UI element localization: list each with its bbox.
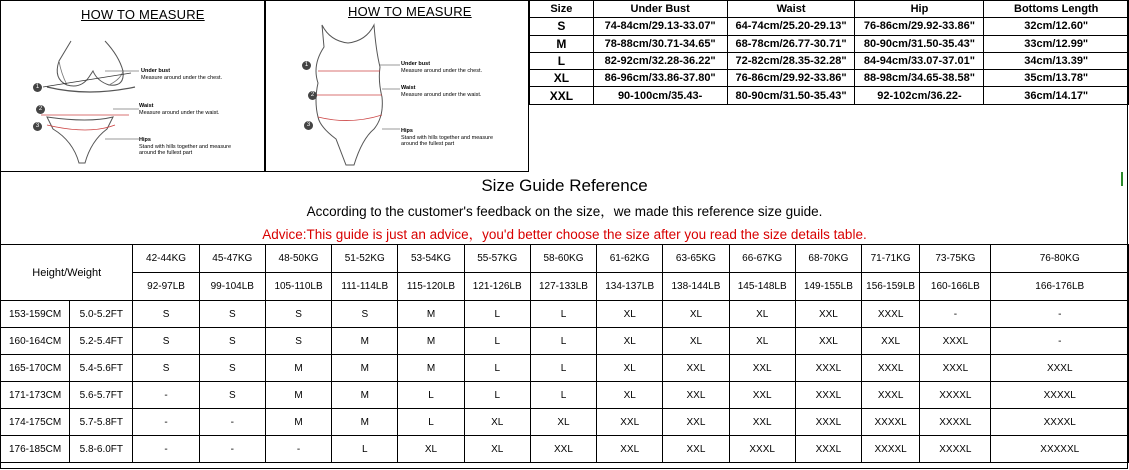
weight-lb-header: 127-133LB <box>530 273 596 301</box>
hips-note <box>139 137 231 157</box>
recommended-size-cell: XXL <box>729 355 795 382</box>
recommended-size-cell: XL <box>398 436 464 463</box>
recommended-size-cell: XXL <box>795 328 861 355</box>
recommended-size-cell: XXXL <box>795 409 861 436</box>
recommended-size-cell: XXL <box>862 328 920 355</box>
under-bust-label: Under bust <box>141 68 171 74</box>
weight-kg-header: 42-44KG <box>133 245 199 273</box>
hips-desc-2: around the fullest part <box>139 150 193 156</box>
recommended-size-cell: M <box>332 382 398 409</box>
recommended-size-cell: L <box>464 301 530 328</box>
guide-kg-row <box>1 245 1129 273</box>
marker-2: 2 <box>308 91 317 100</box>
weight-kg-header: 55-57KG <box>464 245 530 273</box>
under-bust-note <box>141 68 222 81</box>
size-value-cell: 32cm/12.60" <box>984 18 1129 35</box>
recommended-size-cell: - <box>991 301 1129 328</box>
hips-label: Hips <box>139 137 151 143</box>
hips-desc-1: Stand with hills together and measure <box>139 143 232 150</box>
recommended-size-cell: M <box>398 328 464 355</box>
marker-2: 2 <box>36 105 45 114</box>
recommended-size-cell: M <box>332 355 398 382</box>
recommended-size-cell: XXL <box>663 409 729 436</box>
size-guide-table <box>0 244 1129 463</box>
weight-lb-header: 145-148LB <box>729 273 795 301</box>
recommended-size-cell: M <box>265 355 331 382</box>
hips-label: Hips <box>401 128 413 134</box>
recommended-size-cell: M <box>398 301 464 328</box>
weight-lb-header: 138-144LB <box>663 273 729 301</box>
recommended-size-cell: S <box>265 301 331 328</box>
marker-1: 1 <box>33 83 42 92</box>
recommended-size-cell: XXXXL <box>991 382 1129 409</box>
marker-1: 1 <box>302 61 311 70</box>
recommended-size-cell: XXXL <box>729 436 795 463</box>
size-value-cell: 35cm/13.78" <box>984 70 1129 87</box>
recommended-size-cell: XXXXL <box>862 409 920 436</box>
guide-heading <box>0 172 1129 243</box>
guide-height-row <box>1 409 1129 436</box>
size-value-cell: 76-86cm/29.92-33.86" <box>855 18 984 35</box>
size-label-cell: M <box>530 35 594 52</box>
recommended-size-cell: - <box>920 301 991 328</box>
waist-label: Waist <box>401 85 416 91</box>
recommended-size-cell: S <box>133 301 199 328</box>
recommended-size-cell: XXXL <box>991 355 1129 382</box>
size-table <box>529 0 1129 105</box>
recommended-size-cell: XXXL <box>862 382 920 409</box>
recommended-size-cell: S <box>199 301 265 328</box>
height-cm-cell: 171-173CM <box>1 382 70 409</box>
weight-lb-header: 156-159LB <box>862 273 920 301</box>
weight-lb-header: 134-137LB <box>597 273 663 301</box>
weight-kg-header: 66-67KG <box>729 245 795 273</box>
size-table-row <box>530 35 1129 52</box>
under-bust-desc: Measure around under the chest. <box>401 67 483 74</box>
recommended-size-cell: L <box>530 382 596 409</box>
recommended-size-cell: XXXL <box>862 355 920 382</box>
recommended-size-cell: XXL <box>729 409 795 436</box>
weight-lb-header: 115-120LB <box>398 273 464 301</box>
recommended-size-cell: L <box>530 301 596 328</box>
height-ft-cell: 5.0-5.2FT <box>70 301 133 328</box>
guide-height-row <box>1 436 1129 463</box>
recommended-size-cell: - <box>991 328 1129 355</box>
recommended-size-cell: S <box>199 382 265 409</box>
size-value-cell: 68-78cm/26.77-30.71" <box>727 35 855 52</box>
recommended-size-cell: L <box>530 355 596 382</box>
hips-note <box>401 128 493 148</box>
waist-desc: Measure around under the waist. <box>401 91 482 98</box>
recommended-size-cell: - <box>133 436 199 463</box>
marker-3: 3 <box>33 122 42 131</box>
weight-kg-header: 71-71KG <box>862 245 920 273</box>
weight-lb-header: 149-155LB <box>795 273 861 301</box>
weight-lb-header: 105-110LB <box>265 273 331 301</box>
recommended-size-cell: M <box>398 355 464 382</box>
size-table-header-cell: Bottoms Length <box>984 1 1129 18</box>
under-bust-desc: Measure around under the chest. <box>141 74 223 81</box>
recommended-size-cell: XXXL <box>795 355 861 382</box>
recommended-size-cell: XXL <box>795 301 861 328</box>
size-table-header-cell: Under Bust <box>593 1 727 18</box>
recommended-size-cell: - <box>199 436 265 463</box>
recommended-size-cell: S <box>332 301 398 328</box>
recommended-size-cell: XXL <box>530 436 596 463</box>
size-value-cell: 90-100cm/35.43- <box>593 87 727 104</box>
height-weight-corner: Height/Weight <box>1 245 133 301</box>
size-label-cell: S <box>530 18 594 35</box>
guide-advice: Advice:This guide is just an advice，you'd better choose the size after you read the size details table. <box>262 227 867 242</box>
height-cm-cell: 176-185CM <box>1 436 70 463</box>
recommended-size-cell: XXXL <box>920 328 991 355</box>
weight-kg-header: 73-75KG <box>920 245 991 273</box>
recommended-size-cell: XL <box>597 301 663 328</box>
height-cm-cell: 165-170CM <box>1 355 70 382</box>
recommended-size-cell: XXL <box>597 409 663 436</box>
guide-height-row <box>1 355 1129 382</box>
waist-label: Waist <box>139 103 154 109</box>
size-value-cell: 76-86cm/29.92-33.86" <box>727 70 855 87</box>
weight-lb-header: 92-97LB <box>133 273 199 301</box>
recommended-size-cell: XXXXXL <box>991 436 1129 463</box>
waist-desc: Measure around under the waist. <box>139 109 220 116</box>
size-label-cell: XL <box>530 70 594 87</box>
waist-note <box>401 85 481 98</box>
panel-title: HOW TO MEASURE <box>81 7 205 22</box>
recommended-size-cell: XL <box>464 436 530 463</box>
size-table-header-cell: Size <box>530 1 594 18</box>
height-cm-cell: 160-164CM <box>1 328 70 355</box>
size-value-cell: 34cm/13.39" <box>984 52 1129 69</box>
recommended-size-cell: XL <box>663 301 729 328</box>
hips-desc-1: Stand with hills together and measure <box>401 134 494 141</box>
weight-lb-header: 99-104LB <box>199 273 265 301</box>
recommended-size-cell: L <box>464 355 530 382</box>
guide-subtitle: According to the customer's feedback on the size，we made this reference size guide. <box>306 204 823 219</box>
recommended-size-cell: XXXXL <box>862 436 920 463</box>
size-value-cell: 74-84cm/29.13-33.07" <box>593 18 727 35</box>
under-bust-label: Under bust <box>401 61 431 67</box>
recommended-size-cell: L <box>530 328 596 355</box>
waist-note <box>139 103 219 116</box>
how-to-measure-onepiece-panel <box>265 0 529 172</box>
hips-desc-2: around the fullest part <box>401 141 455 147</box>
size-value-cell: 86-96cm/33.86-37.80" <box>593 70 727 87</box>
recommended-size-cell: M <box>332 409 398 436</box>
recommended-size-cell: XXXXL <box>920 382 991 409</box>
size-value-cell: 92-102cm/36.22- <box>855 87 984 104</box>
recommended-size-cell: XXL <box>663 436 729 463</box>
size-table-header-row <box>530 1 1129 18</box>
recommended-size-cell: XL <box>597 355 663 382</box>
recommended-size-cell: XXXL <box>862 301 920 328</box>
recommended-size-cell: M <box>332 328 398 355</box>
weight-lb-header: 166-176LB <box>991 273 1129 301</box>
guide-height-row <box>1 382 1129 409</box>
weight-kg-header: 58-60KG <box>530 245 596 273</box>
recommended-size-cell: XL <box>729 328 795 355</box>
recommended-size-cell: XXL <box>663 382 729 409</box>
size-value-cell: 33cm/12.99" <box>984 35 1129 52</box>
recommended-size-cell: XXL <box>597 436 663 463</box>
size-value-cell: 84-94cm/33.07-37.01" <box>855 52 984 69</box>
recommended-size-cell: S <box>199 328 265 355</box>
recommended-size-cell: XL <box>663 328 729 355</box>
size-label-cell: XXL <box>530 87 594 104</box>
recommended-size-cell: - <box>199 409 265 436</box>
how-to-measure-bikini-panel <box>0 0 265 172</box>
recommended-size-cell: S <box>133 328 199 355</box>
recommended-size-cell: L <box>464 328 530 355</box>
weight-kg-header: 63-65KG <box>663 245 729 273</box>
recommended-size-cell: XXXL <box>920 355 991 382</box>
weight-kg-header: 51-52KG <box>332 245 398 273</box>
size-value-cell: 80-90cm/31.50-35.43" <box>855 35 984 52</box>
guide-title: Size Guide Reference <box>481 176 648 195</box>
recommended-size-cell: XL <box>597 328 663 355</box>
guide-lb-row <box>1 273 1129 301</box>
marker-3: 3 <box>304 121 313 130</box>
recommended-size-cell: XXXXL <box>920 409 991 436</box>
panel-title: HOW TO MEASURE <box>348 4 472 19</box>
size-value-cell: 82-92cm/32.28-36.22" <box>593 52 727 69</box>
guide-height-row <box>1 328 1129 355</box>
height-ft-cell: 5.8-6.0FT <box>70 436 133 463</box>
recommended-size-cell: L <box>398 409 464 436</box>
recommended-size-cell: XL <box>464 409 530 436</box>
recommended-size-cell: XL <box>530 409 596 436</box>
size-label-cell: L <box>530 52 594 69</box>
guide-height-row <box>1 301 1129 328</box>
weight-lb-header: 111-114LB <box>332 273 398 301</box>
recommended-size-cell: - <box>133 409 199 436</box>
recommended-size-cell: XXXL <box>795 436 861 463</box>
size-value-cell: 64-74cm/25.20-29.13" <box>727 18 855 35</box>
recommended-size-cell: L <box>464 382 530 409</box>
recommended-size-cell: XXL <box>663 355 729 382</box>
under-bust-note <box>401 61 482 74</box>
recommended-size-cell: - <box>265 436 331 463</box>
weight-lb-header: 121-126LB <box>464 273 530 301</box>
height-ft-cell: 5.4-5.6FT <box>70 355 133 382</box>
recommended-size-cell: M <box>265 382 331 409</box>
size-value-cell: 88-98cm/34.65-38.58" <box>855 70 984 87</box>
weight-kg-header: 76-80KG <box>991 245 1129 273</box>
size-table-row <box>530 18 1129 35</box>
recommended-size-cell: XL <box>729 301 795 328</box>
recommended-size-cell: S <box>199 355 265 382</box>
size-table-row <box>530 52 1129 69</box>
height-ft-cell: 5.2-5.4FT <box>70 328 133 355</box>
recommended-size-cell: S <box>265 328 331 355</box>
size-table-header-cell: Waist <box>727 1 855 18</box>
recommended-size-cell: L <box>398 382 464 409</box>
recommended-size-cell: - <box>133 382 199 409</box>
recommended-size-cell: S <box>133 355 199 382</box>
recommended-size-cell: L <box>332 436 398 463</box>
height-ft-cell: 5.7-5.8FT <box>70 409 133 436</box>
height-cm-cell: 153-159CM <box>1 301 70 328</box>
recommended-size-cell: XXXXL <box>991 409 1129 436</box>
weight-kg-header: 48-50KG <box>265 245 331 273</box>
recommended-size-cell: XXXL <box>795 382 861 409</box>
recommended-size-cell: M <box>265 409 331 436</box>
weight-kg-header: 53-54KG <box>398 245 464 273</box>
size-table-header-cell: Hip <box>855 1 984 18</box>
weight-kg-header: 61-62KG <box>597 245 663 273</box>
size-value-cell: 36cm/14.17" <box>984 87 1129 104</box>
weight-kg-header: 45-47KG <box>199 245 265 273</box>
size-table-row <box>530 87 1129 104</box>
weight-lb-header: 160-166LB <box>920 273 991 301</box>
size-table-row <box>530 70 1129 87</box>
height-cm-cell: 174-175CM <box>1 409 70 436</box>
size-value-cell: 80-90cm/31.50-35.43" <box>727 87 855 104</box>
recommended-size-cell: XXL <box>729 382 795 409</box>
recommended-size-cell: XXXXL <box>920 436 991 463</box>
height-ft-cell: 5.6-5.7FT <box>70 382 133 409</box>
recommended-size-cell: XL <box>597 382 663 409</box>
weight-kg-header: 68-70KG <box>795 245 861 273</box>
size-value-cell: 72-82cm/28.35-32.28" <box>727 52 855 69</box>
size-value-cell: 78-88cm/30.71-34.65" <box>593 35 727 52</box>
